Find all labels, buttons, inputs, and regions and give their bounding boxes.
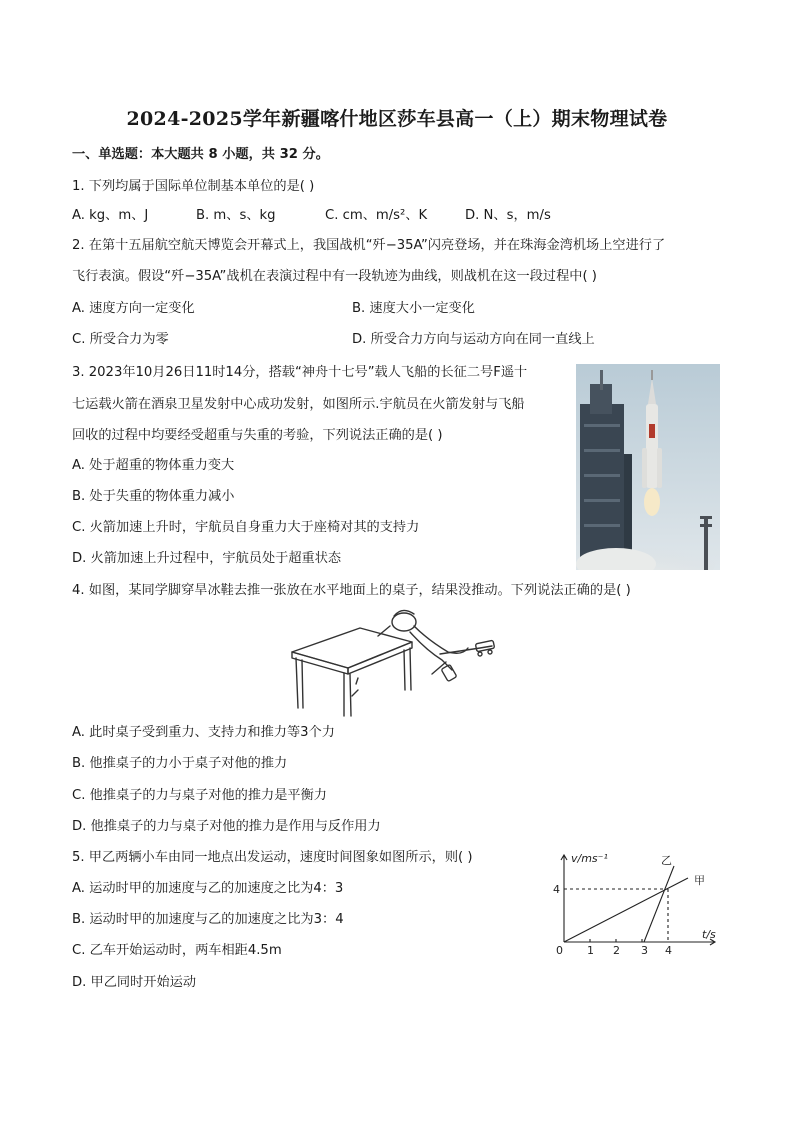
question-1-stem: 1. 下列均属于国际单位制基本单位的是( ) xyxy=(72,179,315,194)
page-title: 2024-2025学年新疆喀什地区莎车县高一（上）期末物理试卷 xyxy=(126,108,668,130)
y-tick-4: 4 xyxy=(553,883,560,896)
question-4-stem: 4. 如图，某同学脚穿旱冰鞋去推一张放在水平地面上的桌子，结果没推动。下列说法正确的是( ) xyxy=(72,583,631,598)
q3-option-a: A. 处于超重的物体重力变大 xyxy=(72,458,235,473)
q5-option-d: D. 甲乙同时开始运动 xyxy=(72,975,197,990)
q5-option-b: B. 运动时甲的加速度与乙的加速度之比为3：4 xyxy=(72,912,344,927)
origin-label: 0 xyxy=(556,944,563,957)
section-heading: 一、单选题：本大题共 8 小题，共 32 分。 xyxy=(72,147,329,162)
question-2-stem-line2: 飞行表演。假设“歼−35A”战机在表演过程中有一段轨迹为曲线，则战机在这一段过程中( ) xyxy=(72,269,597,284)
q1-option-c: C. cm、m/s²、K xyxy=(325,208,428,223)
x-axis-label: t/s xyxy=(702,928,716,941)
rocket-launch-photo xyxy=(576,364,720,570)
table-push-illustration xyxy=(290,604,504,718)
q4-option-c: C. 他推桌子的力与桌子对他的推力是平衡力 xyxy=(72,788,327,803)
question-2-stem-line1: 2. 在第十五届航空航天博览会开幕式上，我国战机“歼−35A”闪亮登场，并在珠海金湾机场上空进行了 xyxy=(72,238,666,253)
q4-option-b: B. 他推桌子的力小于桌子对他的推力 xyxy=(72,756,288,771)
q4-option-a: A. 此时桌子受到重力、支持力和推力等3个力 xyxy=(72,725,335,740)
series-yi-line xyxy=(644,866,674,942)
q1-option-d: D. N、s，m/s xyxy=(465,208,551,223)
q2-option-d: D. 所受合力方向与运动方向在同一直线上 xyxy=(352,332,595,347)
question-3-stem-line3: 回收的过程中均要经受超重与失重的考验，下列说法正确的是( ) xyxy=(72,428,443,443)
velocity-time-graph xyxy=(548,846,728,958)
series-yi-label: 乙 xyxy=(661,854,672,867)
q3-option-c: C. 火箭加速上升时，宇航员自身重力大于座椅对其的支持力 xyxy=(72,520,420,535)
q5-option-a: A. 运动时甲的加速度与乙的加速度之比为4：3 xyxy=(72,881,344,896)
series-jia-label: 甲 xyxy=(694,874,705,887)
q4-option-d: D. 他推桌子的力与桌子对他的推力是作用与反作用力 xyxy=(72,819,381,834)
y-axis-label: v/ms⁻¹ xyxy=(571,852,608,865)
q2-option-a: A. 速度方向一定变化 xyxy=(72,301,195,316)
q2-option-c: C. 所受合力为零 xyxy=(72,332,169,347)
q5-option-c: C. 乙车开始运动时，两车相距4.5m xyxy=(72,943,282,958)
x-tick-3: 3 xyxy=(641,944,648,957)
x-tick-2: 2 xyxy=(613,944,620,957)
q1-option-b: B. m、s、kg xyxy=(196,208,276,223)
q3-option-b: B. 处于失重的物体重力减小 xyxy=(72,489,235,504)
q2-option-b: B. 速度大小一定变化 xyxy=(352,301,475,316)
question-3-stem-line1: 3. 2023年10月26日11时14分，搭载“神舟十七号”载人飞船的长征二号F遥十 xyxy=(72,365,528,380)
series-jia-line xyxy=(564,878,688,942)
question-3-stem-line2: 七运载火箭在酒泉卫星发射中心成功发射，如图所示.宇航员在火箭发射与飞船 xyxy=(72,397,525,412)
q1-option-a: A. kg、m、J xyxy=(72,208,149,223)
q3-option-d: D. 火箭加速上升过程中，宇航员处于超重状态 xyxy=(72,551,342,566)
x-tick-1: 1 xyxy=(587,944,594,957)
question-5-stem: 5. 甲乙两辆小车由同一地点出发运动，速度时间图象如图所示，则( ) xyxy=(72,850,473,865)
x-tick-4: 4 xyxy=(665,944,672,957)
